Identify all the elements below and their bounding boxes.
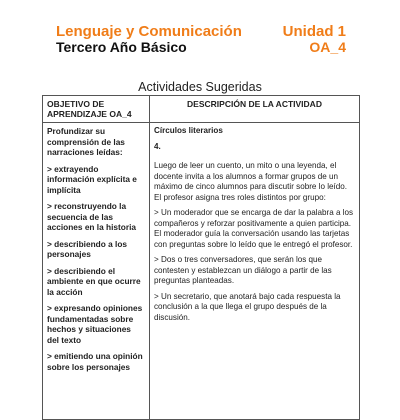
subject-title: Lenguaje y Comunicación <box>56 23 242 40</box>
table-body-row <box>43 123 360 420</box>
activity-paragraph: > Un moderador que se encarga de dar la palabra a los compañeros y reforzar positivamente a quien participa. El moderador guía la conversación usando las tarjetas con preguntas sobre lo leído que le entregó el profesor. <box>154 208 354 249</box>
objective-column-header: OBJETIVO DE APRENDIZAJE OA_4 <box>43 96 150 123</box>
objective-item: > expresando opiniones fundamentadas sobre hechos y situaciones del texto <box>47 303 143 345</box>
activity-number: 4. <box>154 141 161 151</box>
objective-item: > describiendo a los personajes <box>47 238 127 259</box>
table-header-row <box>43 96 360 123</box>
objective-item: > emitiendo una opinión sobre los personajes <box>47 351 143 372</box>
objective-item: Profundizar su comprensión de las narraciones leídas: <box>47 126 125 157</box>
grade-label: Tercero Año Básico <box>56 39 187 55</box>
header-row-2 <box>56 40 346 55</box>
objective-item: > reconstruyendo la secuencia de las acciones en la historia <box>47 201 136 232</box>
objective-item: > extrayendo información explícita e implícita <box>47 163 137 195</box>
activity-paragraph: > Un secretario, que anotará bajo cada respuesta la conclusión a la que llega el grupo después de la discusión. <box>154 291 341 322</box>
activities-table <box>42 95 360 420</box>
header-row-1 <box>56 24 346 40</box>
oa-label: OA_4 <box>309 39 346 55</box>
activity-paragraph: > Dos o tres conversadores, que serán los que contesten y establezcan un diálogo a partir de las preguntas planteadas. <box>154 255 332 285</box>
section-title: Actividades Sugeridas <box>138 80 262 94</box>
activity-title: Círculos literarios <box>154 126 223 135</box>
objective-cell <box>43 123 150 420</box>
activity-cell <box>150 123 360 420</box>
document-header <box>56 24 346 55</box>
objective-item: > describiendo el ambiente en que ocurre la acción <box>47 265 141 297</box>
unit-label: Unidad 1 <box>282 23 346 40</box>
description-column-header: DESCRIPCIÓN DE LA ACTIVIDAD <box>150 96 360 123</box>
activity-paragraph: Luego de leer un cuento, un mito o una leyenda, el docente invita a los alumnos a formar grupos de un máximo de cinco alumnos para discutir sobre lo leído. El profesor asigna tres roles distintos por grupo: <box>154 161 347 202</box>
